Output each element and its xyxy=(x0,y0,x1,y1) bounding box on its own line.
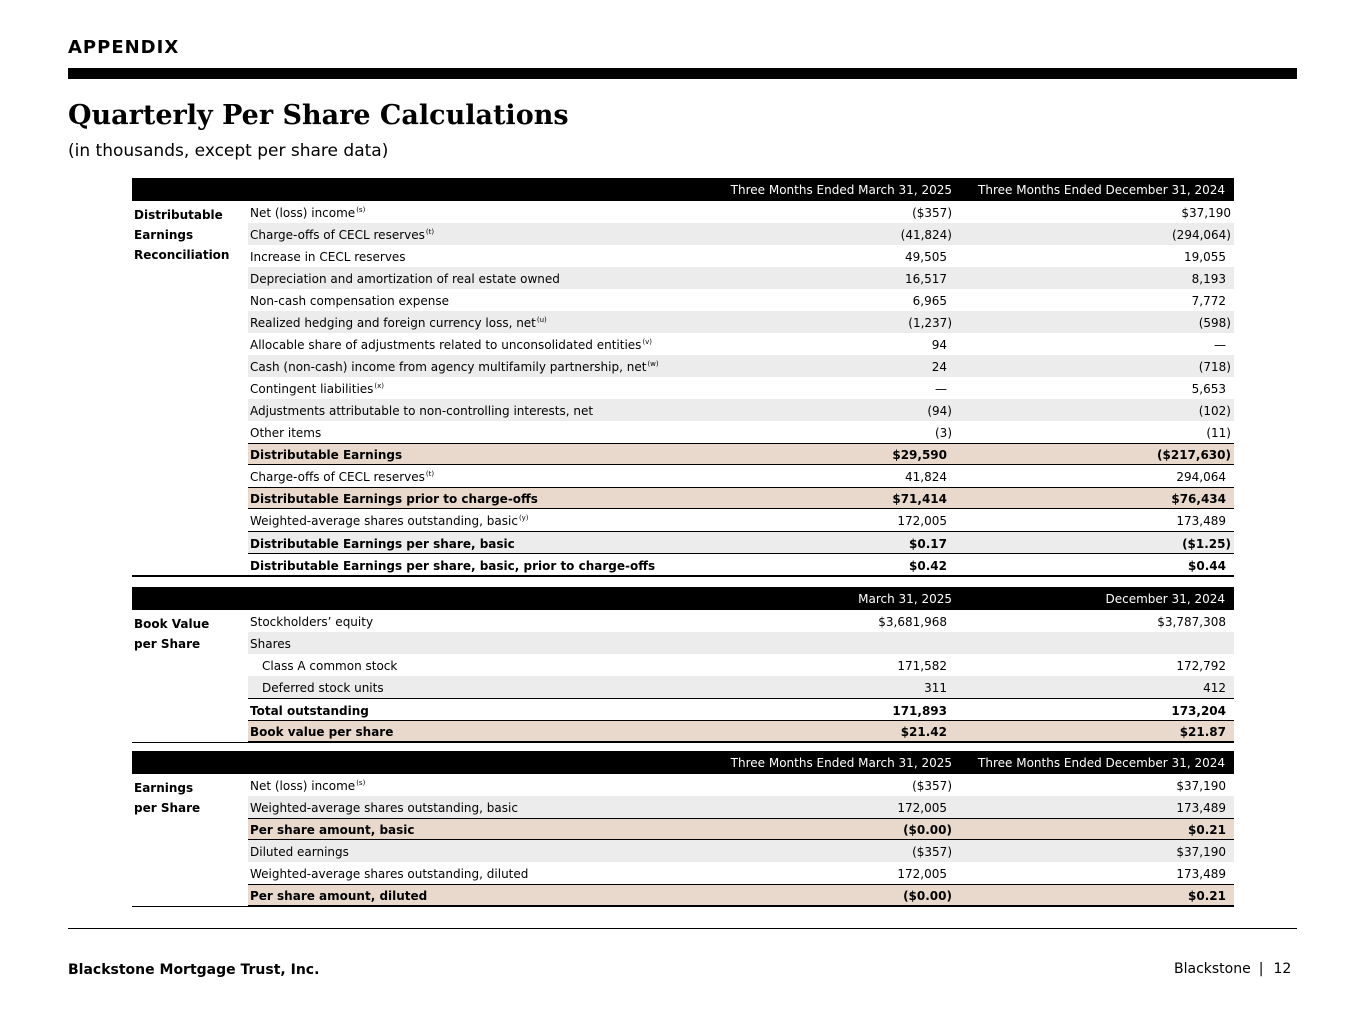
table-row: Adjustments attributable to non-controlling interests, net (94) (102) xyxy=(248,399,1234,421)
footer-rule xyxy=(68,928,1297,929)
table-bottom-rule xyxy=(132,742,1234,743)
table-row: Net (loss) income$^{(s)}$ ($357) $37,190 xyxy=(250,206,1231,220)
footer-brand-page xyxy=(1174,961,1291,977)
subtotal-row: Book value per share $21.42 $21.87 xyxy=(248,720,1234,742)
section-side-label: Book Value per Share xyxy=(134,617,210,651)
section-side-label: Distributable Earnings Reconciliation xyxy=(134,208,230,262)
section-side-label: Earnings per Share xyxy=(134,781,201,815)
column-header-q1-2025: Three Months Ended March 31, 2025 xyxy=(730,756,952,770)
table-row: Charge-offs of CECL reserves$^{(t)}$ (41,824) (294,064) xyxy=(248,223,1234,245)
section-label: APPENDIX xyxy=(68,37,180,58)
table-row: Distributable Earnings per share, basic, prior to charge-offs $0.42 $0.44 xyxy=(248,553,1234,575)
table-row: Depreciation and amortization of real estate owned 16,517 8,193 xyxy=(248,267,1234,289)
table-row: Shares xyxy=(248,632,1234,654)
table-row: Non-cash compensation expense 6,965 7,772 xyxy=(250,294,1226,308)
column-header-mar-2025: March 31, 2025 xyxy=(858,592,952,606)
column-header-q1-2025: Three Months Ended March 31, 2025 xyxy=(730,183,952,197)
book-value-table xyxy=(132,587,1234,743)
table-header xyxy=(132,178,1234,201)
table-row: Realized hedging and foreign currency loss, net$^{(u)}$ (1,237) (598) xyxy=(248,311,1234,333)
distributable-earnings-table xyxy=(132,178,1234,577)
table-header xyxy=(132,751,1234,774)
subtotal-row: Per share amount, basic ($0.00) $0.21 xyxy=(248,818,1234,840)
column-header-dec-2024: December 31, 2024 xyxy=(1105,592,1225,606)
page-title: Quarterly Per Share Calculations xyxy=(68,100,569,131)
table-row: Stockholders’ equity $3,681,968 $3,787,308 xyxy=(250,615,1226,629)
table-row: Deferred stock units 311 412 xyxy=(248,676,1234,698)
table-row: Other items (3) (11) xyxy=(250,426,1231,440)
table-row: Diluted earnings ($357) $37,190 xyxy=(248,840,1234,862)
table-row: Net (loss) income$^{(s)}$ ($357) $37,190 xyxy=(250,779,1226,793)
table-bottom-rule xyxy=(132,906,1234,907)
table-row: Charge-offs of CECL reserves$^{(t)}$ 41,824 294,064 xyxy=(250,470,1226,484)
table-row: Class A common stock 171,582 172,792 xyxy=(262,659,1226,673)
table-row: Distributable Earnings per share, basic $0.17 ($1.25) xyxy=(248,531,1234,553)
table-row: Increase in CECL reserves 49,505 19,055 xyxy=(250,250,1226,264)
footer-company: Blackstone Mortgage Trust, Inc. xyxy=(68,962,320,978)
subtotal-row: Distributable Earnings prior to charge-offs $71,414 $76,434 xyxy=(248,487,1234,509)
column-header-q4-2024: Three Months Ended December 31, 2024 xyxy=(978,183,1225,197)
table-bottom-rule xyxy=(132,575,1234,577)
table-row: Total outstanding 171,893 173,204 xyxy=(248,698,1234,720)
table-row: Weighted-average shares outstanding, diluted 172,005 173,489 xyxy=(250,867,1226,881)
table-row: Contingent liabilities$^{(x)}$ — 5,653 xyxy=(250,382,1226,396)
header-rule xyxy=(68,68,1297,79)
page-subtitle: (in thousands, except per share data) xyxy=(68,141,389,161)
table-row: Cash (non-cash) income from agency multifamily partnership, net$^{(w)}$ 24 (718) xyxy=(248,355,1234,377)
earnings-per-share-table xyxy=(132,751,1234,907)
subtotal-row: Per share amount, diluted ($0.00) $0.21 xyxy=(248,884,1234,906)
column-header-q4-2024: Three Months Ended December 31, 2024 xyxy=(978,756,1225,770)
footer-brand: Blackstone xyxy=(1174,961,1251,977)
subtotal-row: Distributable Earnings $29,590 ($217,630) xyxy=(248,443,1234,465)
table-row: Weighted-average shares outstanding, basic$^{(y)}$ 172,005 173,489 xyxy=(250,514,1226,528)
page-number: 12 xyxy=(1273,961,1292,977)
table-row: Weighted-average shares outstanding, basic 172,005 173,489 xyxy=(248,796,1234,818)
table-row: Allocable share of adjustments related to unconsolidated entities$^{(v)}$ 94 — xyxy=(250,338,1226,352)
table-header xyxy=(132,587,1234,610)
footer-separator: | xyxy=(1258,961,1264,977)
